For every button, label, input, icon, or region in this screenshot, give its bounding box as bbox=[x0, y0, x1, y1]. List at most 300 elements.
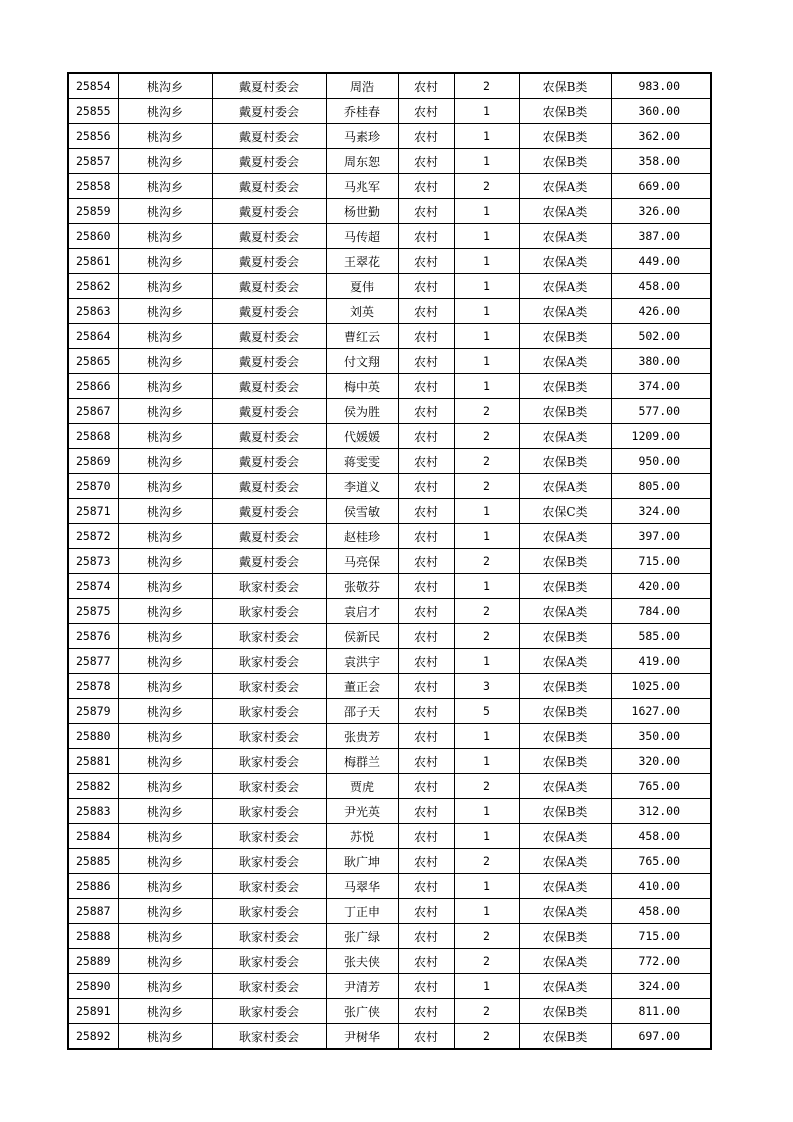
serial-cell: 25868 bbox=[68, 424, 118, 449]
village-committee-cell: 耿家村委会 bbox=[212, 999, 326, 1024]
type-cell: 农保A类 bbox=[519, 899, 611, 924]
category-cell: 农村 bbox=[398, 349, 454, 374]
amount-cell: 1025.00 bbox=[611, 674, 711, 699]
table-row bbox=[68, 674, 711, 699]
township-cell: 桃沟乡 bbox=[118, 974, 212, 999]
township-cell: 桃沟乡 bbox=[118, 449, 212, 474]
category-cell: 农村 bbox=[398, 474, 454, 499]
table-row bbox=[68, 174, 711, 199]
village-committee-cell: 耿家村委会 bbox=[212, 599, 326, 624]
table-row bbox=[68, 299, 711, 324]
village-committee-cell: 耿家村委会 bbox=[212, 1024, 326, 1050]
serial-cell: 25871 bbox=[68, 499, 118, 524]
serial-cell: 25858 bbox=[68, 174, 118, 199]
village-committee-cell: 戴夏村委会 bbox=[212, 399, 326, 424]
name-cell: 尹清芳 bbox=[326, 974, 398, 999]
table-row bbox=[68, 1024, 711, 1050]
township-cell: 桃沟乡 bbox=[118, 874, 212, 899]
name-cell: 侯雪敏 bbox=[326, 499, 398, 524]
serial-cell: 25878 bbox=[68, 674, 118, 699]
count-cell: 2 bbox=[454, 449, 519, 474]
name-cell: 袁启才 bbox=[326, 599, 398, 624]
name-cell: 马翠华 bbox=[326, 874, 398, 899]
table-row bbox=[68, 249, 711, 274]
count-cell: 1 bbox=[454, 99, 519, 124]
type-cell: 农保B类 bbox=[519, 674, 611, 699]
amount-cell: 765.00 bbox=[611, 849, 711, 874]
township-cell: 桃沟乡 bbox=[118, 774, 212, 799]
township-cell: 桃沟乡 bbox=[118, 549, 212, 574]
village-committee-cell: 耿家村委会 bbox=[212, 749, 326, 774]
village-committee-cell: 戴夏村委会 bbox=[212, 549, 326, 574]
count-cell: 1 bbox=[454, 249, 519, 274]
serial-cell: 25861 bbox=[68, 249, 118, 274]
count-cell: 3 bbox=[454, 674, 519, 699]
category-cell: 农村 bbox=[398, 249, 454, 274]
village-committee-cell: 戴夏村委会 bbox=[212, 274, 326, 299]
type-cell: 农保B类 bbox=[519, 73, 611, 99]
table-row bbox=[68, 499, 711, 524]
name-cell: 曹红云 bbox=[326, 324, 398, 349]
count-cell: 1 bbox=[454, 124, 519, 149]
category-cell: 农村 bbox=[398, 974, 454, 999]
village-committee-cell: 戴夏村委会 bbox=[212, 349, 326, 374]
count-cell: 1 bbox=[454, 899, 519, 924]
serial-cell: 25855 bbox=[68, 99, 118, 124]
type-cell: 农保A类 bbox=[519, 974, 611, 999]
table-row bbox=[68, 449, 711, 474]
amount-cell: 805.00 bbox=[611, 474, 711, 499]
township-cell: 桃沟乡 bbox=[118, 99, 212, 124]
count-cell: 1 bbox=[454, 824, 519, 849]
serial-cell: 25865 bbox=[68, 349, 118, 374]
count-cell: 1 bbox=[454, 374, 519, 399]
category-cell: 农村 bbox=[398, 899, 454, 924]
amount-cell: 410.00 bbox=[611, 874, 711, 899]
serial-cell: 25863 bbox=[68, 299, 118, 324]
category-cell: 农村 bbox=[398, 424, 454, 449]
serial-cell: 25864 bbox=[68, 324, 118, 349]
category-cell: 农村 bbox=[398, 399, 454, 424]
amount-cell: 419.00 bbox=[611, 649, 711, 674]
table-row bbox=[68, 899, 711, 924]
village-committee-cell: 耿家村委会 bbox=[212, 649, 326, 674]
name-cell: 梅中英 bbox=[326, 374, 398, 399]
name-cell: 尹光英 bbox=[326, 799, 398, 824]
serial-cell: 25873 bbox=[68, 549, 118, 574]
type-cell: 农保B类 bbox=[519, 124, 611, 149]
amount-cell: 458.00 bbox=[611, 274, 711, 299]
count-cell: 2 bbox=[454, 599, 519, 624]
type-cell: 农保A类 bbox=[519, 249, 611, 274]
amount-cell: 811.00 bbox=[611, 999, 711, 1024]
category-cell: 农村 bbox=[398, 174, 454, 199]
category-cell: 农村 bbox=[398, 374, 454, 399]
count-cell: 2 bbox=[454, 424, 519, 449]
table-row bbox=[68, 99, 711, 124]
name-cell: 丁正申 bbox=[326, 899, 398, 924]
type-cell: 农保A类 bbox=[519, 824, 611, 849]
township-cell: 桃沟乡 bbox=[118, 724, 212, 749]
name-cell: 蒋雯雯 bbox=[326, 449, 398, 474]
serial-cell: 25857 bbox=[68, 149, 118, 174]
township-cell: 桃沟乡 bbox=[118, 949, 212, 974]
amount-cell: 458.00 bbox=[611, 824, 711, 849]
village-committee-cell: 耿家村委会 bbox=[212, 799, 326, 824]
name-cell: 耿广坤 bbox=[326, 849, 398, 874]
serial-cell: 25854 bbox=[68, 73, 118, 99]
amount-cell: 449.00 bbox=[611, 249, 711, 274]
serial-cell: 25882 bbox=[68, 774, 118, 799]
count-cell: 2 bbox=[454, 1024, 519, 1050]
category-cell: 农村 bbox=[398, 649, 454, 674]
category-cell: 农村 bbox=[398, 274, 454, 299]
amount-cell: 983.00 bbox=[611, 73, 711, 99]
type-cell: 农保B类 bbox=[519, 574, 611, 599]
category-cell: 农村 bbox=[398, 924, 454, 949]
count-cell: 1 bbox=[454, 524, 519, 549]
table-row bbox=[68, 124, 711, 149]
amount-cell: 669.00 bbox=[611, 174, 711, 199]
village-committee-cell: 戴夏村委会 bbox=[212, 199, 326, 224]
category-cell: 农村 bbox=[398, 299, 454, 324]
name-cell: 马传超 bbox=[326, 224, 398, 249]
table-row bbox=[68, 474, 711, 499]
count-cell: 1 bbox=[454, 299, 519, 324]
type-cell: 农保A类 bbox=[519, 424, 611, 449]
township-cell: 桃沟乡 bbox=[118, 624, 212, 649]
serial-cell: 25870 bbox=[68, 474, 118, 499]
village-committee-cell: 戴夏村委会 bbox=[212, 374, 326, 399]
table-row bbox=[68, 73, 711, 99]
table-row bbox=[68, 149, 711, 174]
table-row bbox=[68, 749, 711, 774]
amount-cell: 458.00 bbox=[611, 899, 711, 924]
serial-cell: 25883 bbox=[68, 799, 118, 824]
township-cell: 桃沟乡 bbox=[118, 73, 212, 99]
township-cell: 桃沟乡 bbox=[118, 674, 212, 699]
village-committee-cell: 戴夏村委会 bbox=[212, 249, 326, 274]
type-cell: 农保B类 bbox=[519, 924, 611, 949]
township-cell: 桃沟乡 bbox=[118, 824, 212, 849]
category-cell: 农村 bbox=[398, 724, 454, 749]
name-cell: 马亮保 bbox=[326, 549, 398, 574]
serial-cell: 25887 bbox=[68, 899, 118, 924]
category-cell: 农村 bbox=[398, 624, 454, 649]
category-cell: 农村 bbox=[398, 949, 454, 974]
serial-cell: 25872 bbox=[68, 524, 118, 549]
village-committee-cell: 戴夏村委会 bbox=[212, 224, 326, 249]
name-cell: 付文翔 bbox=[326, 349, 398, 374]
table-row bbox=[68, 199, 711, 224]
township-cell: 桃沟乡 bbox=[118, 1024, 212, 1050]
name-cell: 马素珍 bbox=[326, 124, 398, 149]
count-cell: 1 bbox=[454, 274, 519, 299]
category-cell: 农村 bbox=[398, 149, 454, 174]
amount-cell: 585.00 bbox=[611, 624, 711, 649]
village-committee-cell: 戴夏村委会 bbox=[212, 299, 326, 324]
type-cell: 农保A类 bbox=[519, 649, 611, 674]
name-cell: 乔桂春 bbox=[326, 99, 398, 124]
category-cell: 农村 bbox=[398, 774, 454, 799]
village-committee-cell: 耿家村委会 bbox=[212, 824, 326, 849]
count-cell: 2 bbox=[454, 174, 519, 199]
count-cell: 2 bbox=[454, 399, 519, 424]
village-committee-cell: 戴夏村委会 bbox=[212, 474, 326, 499]
type-cell: 农保B类 bbox=[519, 549, 611, 574]
serial-cell: 25880 bbox=[68, 724, 118, 749]
name-cell: 李道义 bbox=[326, 474, 398, 499]
village-committee-cell: 耿家村委会 bbox=[212, 774, 326, 799]
count-cell: 2 bbox=[454, 73, 519, 99]
type-cell: 农保A类 bbox=[519, 199, 611, 224]
table-row bbox=[68, 349, 711, 374]
type-cell: 农保A类 bbox=[519, 599, 611, 624]
serial-cell: 25881 bbox=[68, 749, 118, 774]
serial-cell: 25876 bbox=[68, 624, 118, 649]
name-cell: 侯新民 bbox=[326, 624, 398, 649]
name-cell: 周浩 bbox=[326, 73, 398, 99]
type-cell: 农保B类 bbox=[519, 149, 611, 174]
serial-cell: 25867 bbox=[68, 399, 118, 424]
count-cell: 2 bbox=[454, 624, 519, 649]
table-row bbox=[68, 399, 711, 424]
township-cell: 桃沟乡 bbox=[118, 649, 212, 674]
table-row bbox=[68, 324, 711, 349]
category-cell: 农村 bbox=[398, 324, 454, 349]
village-committee-cell: 戴夏村委会 bbox=[212, 99, 326, 124]
name-cell: 董正会 bbox=[326, 674, 398, 699]
count-cell: 1 bbox=[454, 324, 519, 349]
serial-cell: 25885 bbox=[68, 849, 118, 874]
amount-cell: 324.00 bbox=[611, 974, 711, 999]
category-cell: 农村 bbox=[398, 749, 454, 774]
name-cell: 马兆军 bbox=[326, 174, 398, 199]
count-cell: 1 bbox=[454, 224, 519, 249]
type-cell: 农保A类 bbox=[519, 849, 611, 874]
township-cell: 桃沟乡 bbox=[118, 699, 212, 724]
table-row bbox=[68, 374, 711, 399]
village-committee-cell: 耿家村委会 bbox=[212, 899, 326, 924]
serial-cell: 25862 bbox=[68, 274, 118, 299]
type-cell: 农保B类 bbox=[519, 999, 611, 1024]
township-cell: 桃沟乡 bbox=[118, 199, 212, 224]
name-cell: 张广侠 bbox=[326, 999, 398, 1024]
name-cell: 王翠花 bbox=[326, 249, 398, 274]
serial-cell: 25892 bbox=[68, 1024, 118, 1050]
count-cell: 2 bbox=[454, 949, 519, 974]
type-cell: 农保A类 bbox=[519, 299, 611, 324]
township-cell: 桃沟乡 bbox=[118, 524, 212, 549]
amount-cell: 362.00 bbox=[611, 124, 711, 149]
category-cell: 农村 bbox=[398, 599, 454, 624]
amount-cell: 697.00 bbox=[611, 1024, 711, 1050]
amount-cell: 715.00 bbox=[611, 924, 711, 949]
type-cell: 农保C类 bbox=[519, 499, 611, 524]
village-committee-cell: 耿家村委会 bbox=[212, 849, 326, 874]
amount-cell: 326.00 bbox=[611, 199, 711, 224]
township-cell: 桃沟乡 bbox=[118, 474, 212, 499]
table-row bbox=[68, 599, 711, 624]
count-cell: 1 bbox=[454, 649, 519, 674]
name-cell: 尹树华 bbox=[326, 1024, 398, 1050]
serial-cell: 25890 bbox=[68, 974, 118, 999]
category-cell: 农村 bbox=[398, 824, 454, 849]
township-cell: 桃沟乡 bbox=[118, 574, 212, 599]
category-cell: 农村 bbox=[398, 99, 454, 124]
type-cell: 农保B类 bbox=[519, 699, 611, 724]
amount-cell: 360.00 bbox=[611, 99, 711, 124]
village-committee-cell: 耿家村委会 bbox=[212, 674, 326, 699]
table-row bbox=[68, 424, 711, 449]
name-cell: 张贵芳 bbox=[326, 724, 398, 749]
category-cell: 农村 bbox=[398, 73, 454, 99]
table-row bbox=[68, 799, 711, 824]
type-cell: 农保B类 bbox=[519, 399, 611, 424]
name-cell: 代媛媛 bbox=[326, 424, 398, 449]
count-cell: 1 bbox=[454, 199, 519, 224]
type-cell: 农保B类 bbox=[519, 449, 611, 474]
name-cell: 杨世勤 bbox=[326, 199, 398, 224]
table-row bbox=[68, 724, 711, 749]
table-row bbox=[68, 849, 711, 874]
table-row bbox=[68, 649, 711, 674]
serial-cell: 25891 bbox=[68, 999, 118, 1024]
count-cell: 2 bbox=[454, 849, 519, 874]
name-cell: 侯为胜 bbox=[326, 399, 398, 424]
name-cell: 赵桂珍 bbox=[326, 524, 398, 549]
table-row bbox=[68, 274, 711, 299]
serial-cell: 25856 bbox=[68, 124, 118, 149]
amount-cell: 1627.00 bbox=[611, 699, 711, 724]
township-cell: 桃沟乡 bbox=[118, 999, 212, 1024]
name-cell: 周东恕 bbox=[326, 149, 398, 174]
amount-cell: 358.00 bbox=[611, 149, 711, 174]
count-cell: 1 bbox=[454, 149, 519, 174]
type-cell: 农保B类 bbox=[519, 749, 611, 774]
amount-cell: 426.00 bbox=[611, 299, 711, 324]
name-cell: 邵子天 bbox=[326, 699, 398, 724]
type-cell: 农保B类 bbox=[519, 799, 611, 824]
name-cell: 刘英 bbox=[326, 299, 398, 324]
type-cell: 农保B类 bbox=[519, 374, 611, 399]
serial-cell: 25859 bbox=[68, 199, 118, 224]
amount-cell: 502.00 bbox=[611, 324, 711, 349]
amount-cell: 784.00 bbox=[611, 599, 711, 624]
table-row bbox=[68, 524, 711, 549]
township-cell: 桃沟乡 bbox=[118, 799, 212, 824]
name-cell: 袁洪宇 bbox=[326, 649, 398, 674]
village-committee-cell: 戴夏村委会 bbox=[212, 524, 326, 549]
amount-cell: 765.00 bbox=[611, 774, 711, 799]
amount-cell: 380.00 bbox=[611, 349, 711, 374]
count-cell: 1 bbox=[454, 574, 519, 599]
township-cell: 桃沟乡 bbox=[118, 599, 212, 624]
township-cell: 桃沟乡 bbox=[118, 274, 212, 299]
amount-cell: 324.00 bbox=[611, 499, 711, 524]
serial-cell: 25884 bbox=[68, 824, 118, 849]
type-cell: 农保A类 bbox=[519, 524, 611, 549]
township-cell: 桃沟乡 bbox=[118, 749, 212, 774]
amount-cell: 715.00 bbox=[611, 549, 711, 574]
township-cell: 桃沟乡 bbox=[118, 374, 212, 399]
count-cell: 1 bbox=[454, 724, 519, 749]
village-committee-cell: 耿家村委会 bbox=[212, 949, 326, 974]
table-row bbox=[68, 224, 711, 249]
township-cell: 桃沟乡 bbox=[118, 174, 212, 199]
amount-cell: 577.00 bbox=[611, 399, 711, 424]
type-cell: 农保B类 bbox=[519, 724, 611, 749]
table-row bbox=[68, 874, 711, 899]
serial-cell: 25877 bbox=[68, 649, 118, 674]
township-cell: 桃沟乡 bbox=[118, 249, 212, 274]
type-cell: 农保A类 bbox=[519, 274, 611, 299]
serial-cell: 25874 bbox=[68, 574, 118, 599]
township-cell: 桃沟乡 bbox=[118, 224, 212, 249]
count-cell: 2 bbox=[454, 774, 519, 799]
type-cell: 农保B类 bbox=[519, 324, 611, 349]
category-cell: 农村 bbox=[398, 199, 454, 224]
category-cell: 农村 bbox=[398, 449, 454, 474]
table-row bbox=[68, 624, 711, 649]
table-row bbox=[68, 549, 711, 574]
village-committee-cell: 耿家村委会 bbox=[212, 699, 326, 724]
name-cell: 张广绿 bbox=[326, 924, 398, 949]
village-committee-cell: 戴夏村委会 bbox=[212, 449, 326, 474]
type-cell: 农保A类 bbox=[519, 474, 611, 499]
serial-cell: 25886 bbox=[68, 874, 118, 899]
township-cell: 桃沟乡 bbox=[118, 324, 212, 349]
table-row bbox=[68, 774, 711, 799]
count-cell: 1 bbox=[454, 349, 519, 374]
amount-cell: 950.00 bbox=[611, 449, 711, 474]
village-committee-cell: 戴夏村委会 bbox=[212, 149, 326, 174]
category-cell: 农村 bbox=[398, 999, 454, 1024]
village-committee-cell: 耿家村委会 bbox=[212, 574, 326, 599]
village-committee-cell: 耿家村委会 bbox=[212, 624, 326, 649]
name-cell: 张敬芬 bbox=[326, 574, 398, 599]
township-cell: 桃沟乡 bbox=[118, 399, 212, 424]
count-cell: 2 bbox=[454, 474, 519, 499]
village-committee-cell: 耿家村委会 bbox=[212, 724, 326, 749]
name-cell: 贾虎 bbox=[326, 774, 398, 799]
data-table bbox=[67, 72, 712, 1050]
serial-cell: 25860 bbox=[68, 224, 118, 249]
category-cell: 农村 bbox=[398, 799, 454, 824]
township-cell: 桃沟乡 bbox=[118, 349, 212, 374]
category-cell: 农村 bbox=[398, 674, 454, 699]
table-row bbox=[68, 999, 711, 1024]
category-cell: 农村 bbox=[398, 574, 454, 599]
village-committee-cell: 戴夏村委会 bbox=[212, 73, 326, 99]
village-committee-cell: 耿家村委会 bbox=[212, 974, 326, 999]
table-row bbox=[68, 574, 711, 599]
township-cell: 桃沟乡 bbox=[118, 924, 212, 949]
category-cell: 农村 bbox=[398, 499, 454, 524]
name-cell: 张夫侠 bbox=[326, 949, 398, 974]
category-cell: 农村 bbox=[398, 124, 454, 149]
table-row bbox=[68, 949, 711, 974]
category-cell: 农村 bbox=[398, 524, 454, 549]
amount-cell: 387.00 bbox=[611, 224, 711, 249]
count-cell: 1 bbox=[454, 799, 519, 824]
amount-cell: 420.00 bbox=[611, 574, 711, 599]
name-cell: 夏伟 bbox=[326, 274, 398, 299]
serial-cell: 25869 bbox=[68, 449, 118, 474]
name-cell: 苏悦 bbox=[326, 824, 398, 849]
count-cell: 1 bbox=[454, 749, 519, 774]
village-committee-cell: 戴夏村委会 bbox=[212, 174, 326, 199]
